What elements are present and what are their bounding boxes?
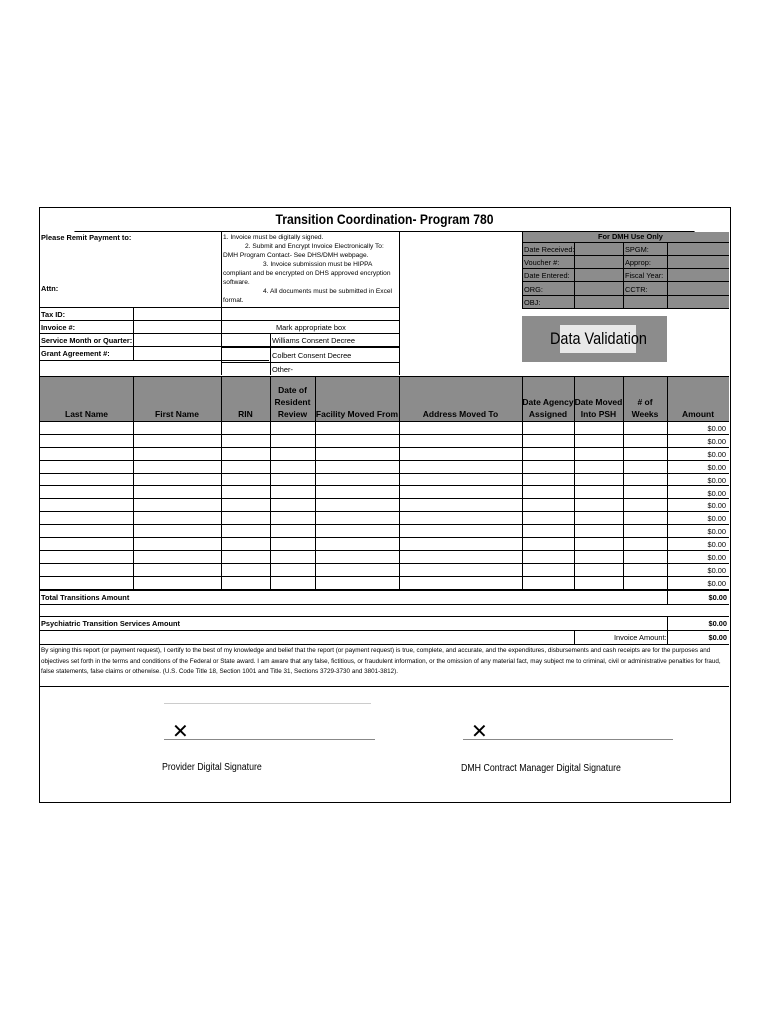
certification-text: By signing this report (or payment request), I certify to the best of my knowledge and belief that the report (or payment request) is true, complete, and accurate, and the expenditures, disbursements and cash receipts are for the purposes and objectives set forth in the terms and conditions of the Federal or State award. I am aware that any false, fictitious, or fraudulent information, or the omission of any material fact, may subject me to criminal, civil or administrative penalties for fraud, false statements, false claims or otherwise. (U.S. Code Title 18, Section 1001 and Title 31, Sections 3729-3730 and 3801-3812). bbox=[41, 647, 721, 675]
row-amount: $0.00 bbox=[707, 514, 726, 524]
other-checkbox[interactable] bbox=[221, 363, 270, 375]
invoice-amount-label: Invoice Amount: bbox=[614, 633, 667, 642]
instruction-1: 1. Invoice must be digitally signed. bbox=[223, 234, 324, 241]
table-row[interactable] bbox=[40, 499, 729, 512]
row-amount: $0.00 bbox=[707, 553, 726, 562]
table-row[interactable] bbox=[40, 435, 729, 448]
provider-signature-line[interactable] bbox=[164, 739, 375, 740]
table-row[interactable] bbox=[40, 538, 729, 551]
row-amount: $0.00 bbox=[707, 488, 726, 498]
consent-other: Other- bbox=[272, 365, 293, 374]
invoice-amount-value: $0.00 bbox=[708, 633, 727, 642]
manager-signature-mark: ✕ bbox=[471, 719, 488, 743]
table-row[interactable] bbox=[40, 487, 729, 500]
grant-agreement-label: Grant Agreement #: bbox=[41, 349, 110, 358]
row-amount: $0.00 bbox=[707, 436, 726, 446]
col-resident-review: Date of Resident Review bbox=[274, 385, 311, 419]
table-row[interactable] bbox=[40, 551, 729, 564]
table-row[interactable] bbox=[40, 564, 729, 577]
row-amount: $0.00 bbox=[707, 501, 726, 511]
manager-signature-line[interactable] bbox=[463, 739, 673, 740]
cctr-label: CCTR: bbox=[625, 285, 648, 294]
table-row[interactable] bbox=[40, 474, 729, 487]
instructions bbox=[223, 233, 399, 305]
williams-checkbox[interactable] bbox=[221, 334, 270, 347]
row-amount: $0.00 bbox=[707, 462, 726, 472]
date-entered-label: Date Entered: bbox=[524, 271, 570, 280]
dmh-header: For DMH Use Only bbox=[598, 232, 663, 241]
provider-signature-label: Provider Digital Signature bbox=[162, 762, 262, 773]
fiscal-year-label: Fiscal Year: bbox=[625, 271, 664, 280]
spgm-label: SPGM: bbox=[625, 245, 649, 254]
row-amount: $0.00 bbox=[707, 424, 726, 433]
instruction-2: 2. Submit and Encrypt Invoice Electronically To: DMH Program Contact- See DHS/DMH webpage. bbox=[223, 243, 384, 259]
colbert-checkbox[interactable] bbox=[221, 348, 270, 362]
col-first-name: First Name bbox=[155, 409, 199, 419]
dmh-use-only-box bbox=[522, 232, 729, 308]
invoice-form bbox=[39, 207, 731, 803]
col-date-moved: Date Moved Into PSH bbox=[574, 397, 623, 419]
col-date-agency: Date Agency Assigned bbox=[522, 397, 574, 419]
row-amount: $0.00 bbox=[707, 527, 726, 537]
total-transitions-value: $0.00 bbox=[708, 593, 727, 602]
psych-services-label: Psychiatric Transition Services Amount bbox=[41, 619, 180, 628]
table-row[interactable] bbox=[40, 577, 729, 590]
col-weeks: # of Weeks bbox=[631, 397, 659, 419]
voucher-label: Voucher #: bbox=[524, 258, 560, 267]
provider-signature-mark: ✕ bbox=[172, 719, 189, 743]
date-received-label: Date Received: bbox=[524, 245, 575, 254]
row-amount: $0.00 bbox=[707, 540, 726, 550]
table-row[interactable] bbox=[40, 448, 729, 461]
table-row[interactable] bbox=[40, 461, 729, 474]
row-amount: $0.00 bbox=[707, 565, 726, 575]
col-rin: RIN bbox=[238, 409, 253, 419]
remit-label: Please Remit Payment to: bbox=[41, 233, 132, 242]
col-amount: Amount bbox=[681, 409, 715, 419]
service-month-label: Service Month or Quarter: bbox=[41, 336, 133, 345]
row-amount: $0.00 bbox=[707, 578, 726, 588]
approp-label: Approp: bbox=[625, 258, 651, 267]
obj-label: OBJ: bbox=[524, 298, 541, 307]
total-transitions-label: Total Transitions Amount bbox=[41, 593, 130, 602]
instruction-4: 4. All documents must be submitted in Excel format. bbox=[223, 288, 393, 304]
table-row[interactable] bbox=[40, 525, 729, 538]
org-label: ORG: bbox=[524, 285, 543, 294]
table-row[interactable] bbox=[40, 512, 729, 525]
consent-colbert: Colbert Consent Decree bbox=[272, 351, 352, 360]
consent-williams: Williams Consent Decree bbox=[272, 336, 355, 345]
col-address-to: Address Moved To bbox=[422, 409, 499, 419]
manager-signature-label: DMH Contract Manager Digital Signature bbox=[461, 763, 621, 774]
psych-services-value: $0.00 bbox=[708, 619, 727, 628]
invoice-number-label: Invoice #: bbox=[41, 323, 76, 332]
instruction-3: 3. Invoice submission must be HIPPA compliant and be encrypted on DHS approved encryption software. bbox=[223, 261, 391, 286]
attn-label: Attn: bbox=[41, 284, 59, 293]
tax-id-label: Tax ID: bbox=[41, 310, 66, 319]
table-row[interactable] bbox=[40, 422, 729, 435]
row-amount: $0.00 bbox=[707, 475, 726, 485]
col-facility-from: Facility Moved From bbox=[315, 409, 399, 419]
form-title: Transition Coordination- Program 780 bbox=[74, 208, 694, 232]
mark-box-label: Mark appropriate box bbox=[276, 323, 346, 332]
data-validation-label: Data Validation bbox=[550, 329, 647, 348]
col-last-name: Last Name bbox=[65, 409, 108, 419]
row-amount: $0.00 bbox=[707, 449, 726, 459]
